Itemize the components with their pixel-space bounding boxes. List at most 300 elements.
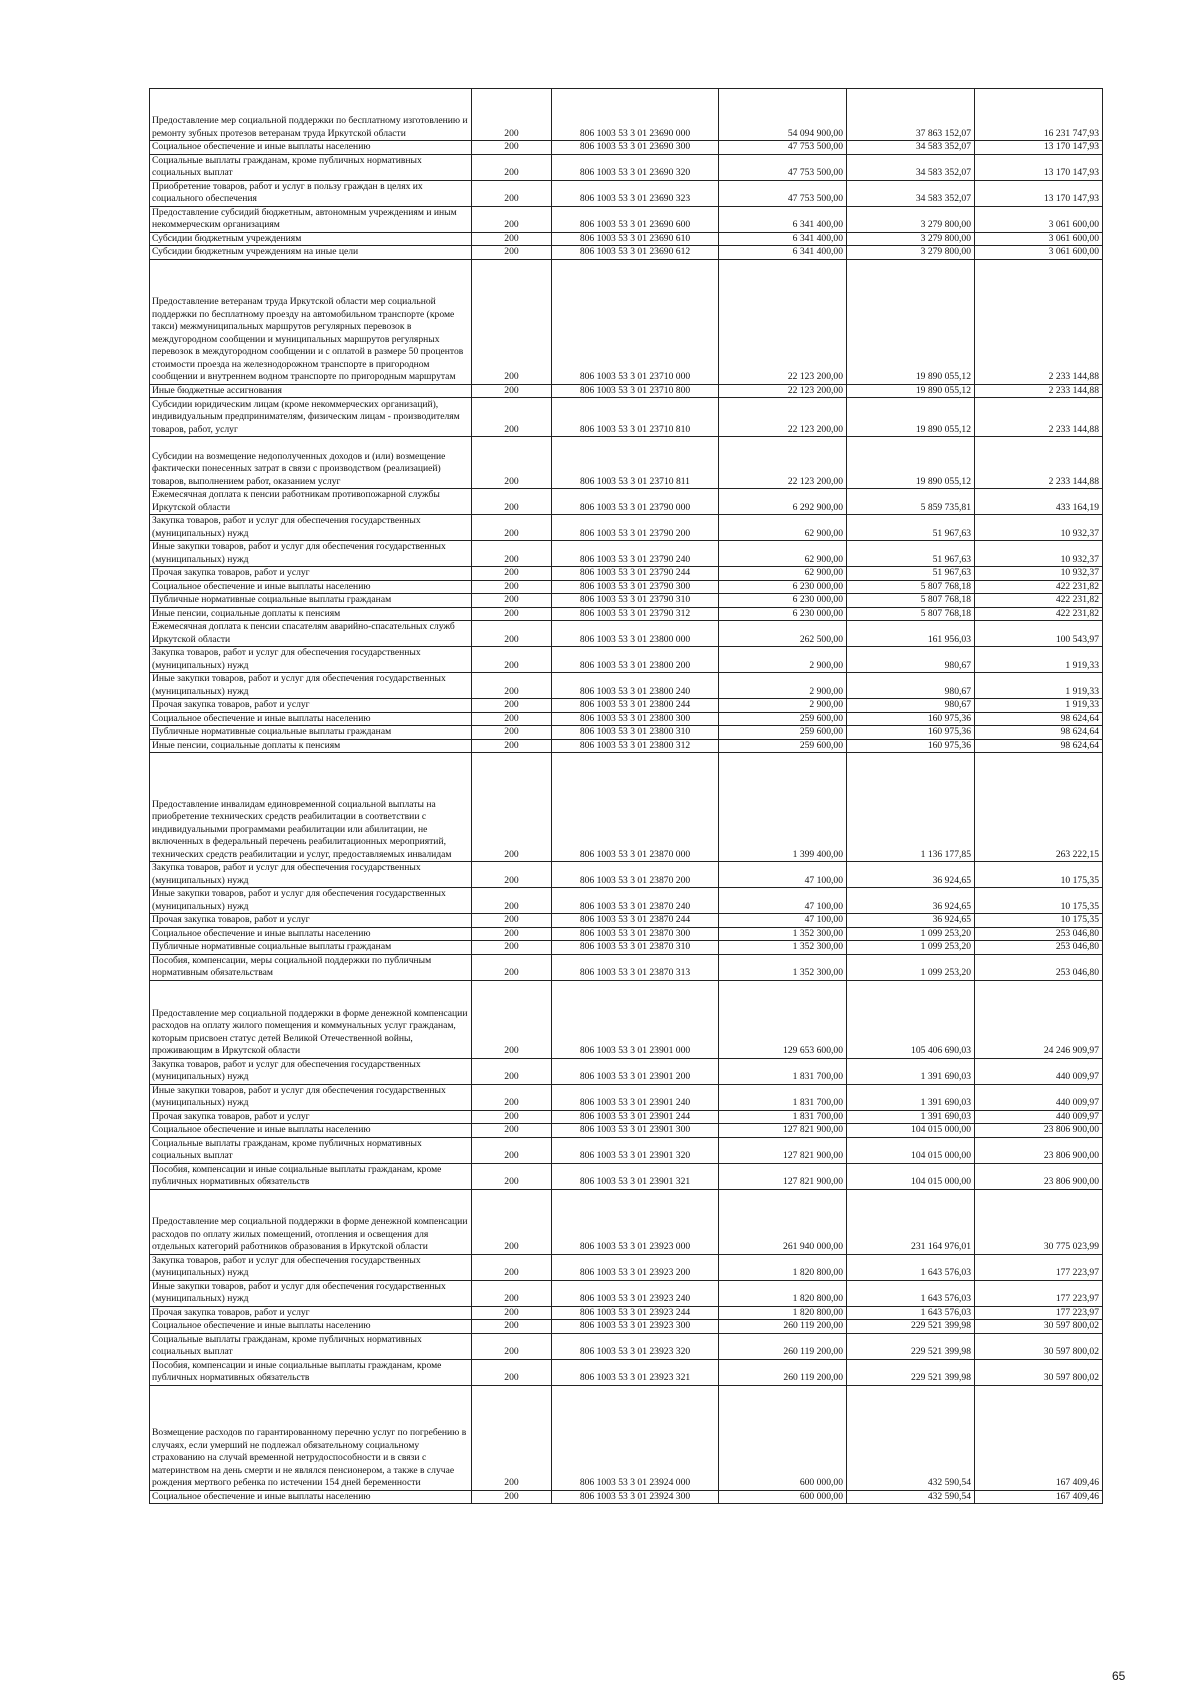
row-fact-cell: 1 099 253,20 bbox=[847, 954, 975, 980]
row-code-cell: 200 bbox=[472, 739, 552, 753]
row-rest-cell: 23 806 900,00 bbox=[975, 1163, 1103, 1189]
row-kbk-cell: 806 1003 53 3 01 23901 000 bbox=[552, 980, 719, 1058]
row-code-cell: 200 bbox=[472, 607, 552, 621]
row-name-cell: Иные бюджетные ассигнования bbox=[150, 384, 472, 398]
row-kbk-cell: 806 1003 53 3 01 23870 200 bbox=[552, 862, 719, 888]
row-rest-cell: 263 222,15 bbox=[975, 753, 1103, 862]
table-row bbox=[150, 437, 1103, 489]
row-name-cell: Субсидии бюджетным учреждениям на иные цели bbox=[150, 246, 472, 260]
row-code-cell: 200 bbox=[472, 1189, 552, 1254]
row-code-cell: 200 bbox=[472, 580, 552, 594]
table-row bbox=[150, 1359, 1103, 1385]
row-name-cell: Предоставление мер социальной поддержки по бесплатному изготовлению и ремонту зубных протезов ветеранам труда Иркутской области bbox=[150, 89, 472, 141]
table-row bbox=[150, 1084, 1103, 1110]
row-kbk-cell: 806 1003 53 3 01 23800 312 bbox=[552, 739, 719, 753]
row-rest-cell: 30 597 800,02 bbox=[975, 1359, 1103, 1385]
row-plan-cell: 22 123 200,00 bbox=[719, 437, 847, 489]
row-plan-cell: 6 341 400,00 bbox=[719, 206, 847, 232]
row-name-cell: Закупка товаров, работ и услуг для обеспечения государственных (муниципальных) нужд bbox=[150, 1254, 472, 1280]
row-plan-cell: 260 119 200,00 bbox=[719, 1320, 847, 1334]
page-number: 65 bbox=[1112, 1669, 1126, 1683]
row-fact-cell: 19 890 055,12 bbox=[847, 398, 975, 437]
row-name-cell: Пособия, компенсации, меры социальной поддержки по публичным нормативным обязательствам bbox=[150, 954, 472, 980]
row-code-cell: 200 bbox=[472, 246, 552, 260]
row-kbk-cell: 806 1003 53 3 01 23790 310 bbox=[552, 594, 719, 608]
row-name-cell: Прочая закупка товаров, работ и услуг bbox=[150, 1110, 472, 1124]
row-fact-cell: 34 583 352,07 bbox=[847, 180, 975, 206]
table-row bbox=[150, 699, 1103, 713]
row-code-cell: 200 bbox=[472, 1490, 552, 1504]
row-fact-cell: 5 807 768,18 bbox=[847, 580, 975, 594]
row-kbk-cell: 806 1003 53 3 01 23901 300 bbox=[552, 1124, 719, 1138]
row-fact-cell: 5 807 768,18 bbox=[847, 594, 975, 608]
row-name-cell: Прочая закупка товаров, работ и услуг bbox=[150, 567, 472, 581]
table-row bbox=[150, 1163, 1103, 1189]
row-code-cell: 200 bbox=[472, 941, 552, 955]
row-name-cell: Иные пенсии, социальные доплаты к пенсиям bbox=[150, 739, 472, 753]
row-name-cell: Социальное обеспечение и иные выплаты населению bbox=[150, 1124, 472, 1138]
row-rest-cell: 10 175,35 bbox=[975, 914, 1103, 928]
row-code-cell: 200 bbox=[472, 232, 552, 246]
row-kbk-cell: 806 1003 53 3 01 23790 240 bbox=[552, 541, 719, 567]
row-rest-cell: 253 046,80 bbox=[975, 941, 1103, 955]
row-code-cell: 200 bbox=[472, 927, 552, 941]
row-fact-cell: 432 590,54 bbox=[847, 1385, 975, 1490]
row-fact-cell: 1 643 576,03 bbox=[847, 1280, 975, 1306]
row-name-cell: Приобретение товаров, работ и услуг в пользу граждан в целях их социального обеспечения bbox=[150, 180, 472, 206]
row-name-cell: Иные закупки товаров, работ и услуг для обеспечения государственных (муниципальных) нужд bbox=[150, 1084, 472, 1110]
table-row bbox=[150, 1320, 1103, 1334]
row-plan-cell: 1 831 700,00 bbox=[719, 1058, 847, 1084]
row-code-cell: 200 bbox=[472, 1385, 552, 1490]
row-rest-cell: 24 246 909,97 bbox=[975, 980, 1103, 1058]
row-plan-cell: 62 900,00 bbox=[719, 567, 847, 581]
row-fact-cell: 229 521 399,98 bbox=[847, 1359, 975, 1385]
row-code-cell: 200 bbox=[472, 398, 552, 437]
row-fact-cell: 160 975,36 bbox=[847, 739, 975, 753]
row-fact-cell: 5 807 768,18 bbox=[847, 607, 975, 621]
table-row bbox=[150, 914, 1103, 928]
row-plan-cell: 6 341 400,00 bbox=[719, 246, 847, 260]
row-kbk-cell: 806 1003 53 3 01 23800 244 bbox=[552, 699, 719, 713]
row-rest-cell: 177 223,97 bbox=[975, 1254, 1103, 1280]
row-fact-cell: 104 015 000,00 bbox=[847, 1137, 975, 1163]
row-kbk-cell: 806 1003 53 3 01 23901 244 bbox=[552, 1110, 719, 1124]
row-code-cell: 200 bbox=[472, 699, 552, 713]
row-plan-cell: 260 119 200,00 bbox=[719, 1359, 847, 1385]
row-plan-cell: 1 831 700,00 bbox=[719, 1084, 847, 1110]
row-fact-cell: 104 015 000,00 bbox=[847, 1124, 975, 1138]
row-rest-cell: 10 175,35 bbox=[975, 888, 1103, 914]
row-rest-cell: 13 170 147,93 bbox=[975, 180, 1103, 206]
row-name-cell: Пособия, компенсации и иные социальные выплаты гражданам, кроме публичных нормативных обязательств bbox=[150, 1359, 472, 1385]
row-fact-cell: 1 643 576,03 bbox=[847, 1306, 975, 1320]
row-fact-cell: 1 099 253,20 bbox=[847, 941, 975, 955]
row-name-cell: Социальные выплаты гражданам, кроме публичных нормативных социальных выплат bbox=[150, 154, 472, 180]
row-name-cell: Социальное обеспечение и иные выплаты населению bbox=[150, 1490, 472, 1504]
table-row bbox=[150, 580, 1103, 594]
row-name-cell: Иные закупки товаров, работ и услуг для обеспечения государственных (муниципальных) нужд bbox=[150, 888, 472, 914]
row-plan-cell: 2 900,00 bbox=[719, 647, 847, 673]
row-fact-cell: 36 924,65 bbox=[847, 862, 975, 888]
table-row bbox=[150, 206, 1103, 232]
row-rest-cell: 3 061 600,00 bbox=[975, 246, 1103, 260]
row-fact-cell: 34 583 352,07 bbox=[847, 141, 975, 155]
row-code-cell: 200 bbox=[472, 1306, 552, 1320]
row-rest-cell: 10 932,37 bbox=[975, 567, 1103, 581]
row-rest-cell: 2 233 144,88 bbox=[975, 398, 1103, 437]
row-rest-cell: 177 223,97 bbox=[975, 1306, 1103, 1320]
row-name-cell: Ежемесячная доплата к пенсии работникам противопожарной службы Иркутской области bbox=[150, 489, 472, 515]
row-name-cell: Социальное обеспечение и иные выплаты населению bbox=[150, 712, 472, 726]
row-plan-cell: 6 230 000,00 bbox=[719, 580, 847, 594]
row-plan-cell: 127 821 900,00 bbox=[719, 1163, 847, 1189]
row-name-cell: Предоставление мер социальной поддержки в форме денежной компенсации расходов на оплату жилого помещения и коммунальных услуг гражданам, которым присвоен статус детей Великой Отечественной войны, проживающим в Иркутской области bbox=[150, 980, 472, 1058]
row-rest-cell: 1 919,33 bbox=[975, 699, 1103, 713]
row-name-cell: Субсидии юридическим лицам (кроме некоммерческих организаций), индивидуальным предпринимателям, физическим лицам - производителям товаров, работ, услуг bbox=[150, 398, 472, 437]
row-name-cell: Предоставление мер социальной поддержки в форме денежной компенсации расходов по оплату жилых помещений, отопления и освещения для отдельных категорий работников образования в Иркутской области bbox=[150, 1189, 472, 1254]
row-rest-cell: 13 170 147,93 bbox=[975, 154, 1103, 180]
row-fact-cell: 980,67 bbox=[847, 673, 975, 699]
row-kbk-cell: 806 1003 53 3 01 23690 600 bbox=[552, 206, 719, 232]
row-kbk-cell: 806 1003 53 3 01 23690 610 bbox=[552, 232, 719, 246]
table-row bbox=[150, 954, 1103, 980]
table-row bbox=[150, 1254, 1103, 1280]
row-fact-cell: 1 136 177,85 bbox=[847, 753, 975, 862]
row-plan-cell: 47 753 500,00 bbox=[719, 141, 847, 155]
row-kbk-cell: 806 1003 53 3 01 23790 300 bbox=[552, 580, 719, 594]
row-code-cell: 200 bbox=[472, 1254, 552, 1280]
row-name-cell: Публичные нормативные социальные выплаты гражданам bbox=[150, 594, 472, 608]
table-row bbox=[150, 753, 1103, 862]
table-row bbox=[150, 1280, 1103, 1306]
row-code-cell: 200 bbox=[472, 180, 552, 206]
row-kbk-cell: 806 1003 53 3 01 23901 240 bbox=[552, 1084, 719, 1110]
row-code-cell: 200 bbox=[472, 1110, 552, 1124]
row-rest-cell: 253 046,80 bbox=[975, 927, 1103, 941]
row-fact-cell: 36 924,65 bbox=[847, 888, 975, 914]
row-fact-cell: 51 967,63 bbox=[847, 567, 975, 581]
row-name-cell: Прочая закупка товаров, работ и услуг bbox=[150, 914, 472, 928]
row-name-cell: Предоставление инвалидам единовременной социальной выплаты на приобретение технических средств реабилитации в соответствии с индивидуальными программами реабилитации или абилитации, не включенных в федеральный перечень реабилитационных мероприятий, технических средств реабилитации и услуг, предоставляемых инвалидам bbox=[150, 753, 472, 862]
table-row bbox=[150, 726, 1103, 740]
row-plan-cell: 62 900,00 bbox=[719, 541, 847, 567]
row-plan-cell: 127 821 900,00 bbox=[719, 1124, 847, 1138]
table-row bbox=[150, 398, 1103, 437]
row-kbk-cell: 806 1003 53 3 01 23923 000 bbox=[552, 1189, 719, 1254]
row-fact-cell: 36 924,65 bbox=[847, 914, 975, 928]
row-name-cell: Публичные нормативные социальные выплаты гражданам bbox=[150, 941, 472, 955]
row-plan-cell: 259 600,00 bbox=[719, 712, 847, 726]
row-kbk-cell: 806 1003 53 3 01 23690 000 bbox=[552, 89, 719, 141]
row-plan-cell: 1 820 800,00 bbox=[719, 1254, 847, 1280]
row-code-cell: 200 bbox=[472, 89, 552, 141]
row-kbk-cell: 806 1003 53 3 01 23690 612 bbox=[552, 246, 719, 260]
row-rest-cell: 167 409,46 bbox=[975, 1490, 1103, 1504]
row-name-cell: Предоставление ветеранам труда Иркутской области мер социальной поддержки по бесплатному проезду на автомобильном транспорте (кроме такси) межмуниципальных маршрутов регулярных перевозок в междугородном сообщении и муниципальных маршрутов регулярных перевозок в междугородном сообщении и с оплатой в размере 50 процентов стоимости проезда на железнодорожном транспорте в пригородном сообщении и внутреннем водном транспорте по пригородным маршрутам bbox=[150, 259, 472, 384]
table-row bbox=[150, 1490, 1103, 1504]
row-name-cell: Закупка товаров, работ и услуг для обеспечения государственных (муниципальных) нужд bbox=[150, 1058, 472, 1084]
row-kbk-cell: 806 1003 53 3 01 23710 000 bbox=[552, 259, 719, 384]
row-kbk-cell: 806 1003 53 3 01 23923 300 bbox=[552, 1320, 719, 1334]
row-fact-cell: 980,67 bbox=[847, 699, 975, 713]
table-row bbox=[150, 621, 1103, 647]
row-kbk-cell: 806 1003 53 3 01 23924 000 bbox=[552, 1385, 719, 1490]
table-row bbox=[150, 154, 1103, 180]
row-rest-cell: 2 233 144,88 bbox=[975, 384, 1103, 398]
row-rest-cell: 422 231,82 bbox=[975, 607, 1103, 621]
table-row bbox=[150, 888, 1103, 914]
row-code-cell: 200 bbox=[472, 914, 552, 928]
row-plan-cell: 2 900,00 bbox=[719, 673, 847, 699]
row-code-cell: 200 bbox=[472, 1137, 552, 1163]
row-kbk-cell: 806 1003 53 3 01 23923 244 bbox=[552, 1306, 719, 1320]
row-code-cell: 200 bbox=[472, 1320, 552, 1334]
row-name-cell: Социальное обеспечение и иные выплаты населению bbox=[150, 1320, 472, 1334]
row-plan-cell: 47 100,00 bbox=[719, 862, 847, 888]
row-name-cell: Прочая закупка товаров, работ и услуг bbox=[150, 699, 472, 713]
row-kbk-cell: 806 1003 53 3 01 23710 811 bbox=[552, 437, 719, 489]
row-kbk-cell: 806 1003 53 3 01 23790 244 bbox=[552, 567, 719, 581]
row-rest-cell: 3 061 600,00 bbox=[975, 232, 1103, 246]
budget-table-container bbox=[149, 88, 1102, 1504]
row-name-cell: Закупка товаров, работ и услуг для обеспечения государственных (муниципальных) нужд bbox=[150, 515, 472, 541]
row-fact-cell: 5 859 735,81 bbox=[847, 489, 975, 515]
row-plan-cell: 22 123 200,00 bbox=[719, 384, 847, 398]
row-plan-cell: 47 753 500,00 bbox=[719, 154, 847, 180]
row-code-cell: 200 bbox=[472, 154, 552, 180]
row-code-cell: 200 bbox=[472, 437, 552, 489]
row-fact-cell: 3 279 800,00 bbox=[847, 232, 975, 246]
row-name-cell: Социальное обеспечение и иные выплаты населению bbox=[150, 141, 472, 155]
row-kbk-cell: 806 1003 53 3 01 23870 240 bbox=[552, 888, 719, 914]
row-plan-cell: 600 000,00 bbox=[719, 1490, 847, 1504]
table-row bbox=[150, 1385, 1103, 1490]
table-row bbox=[150, 647, 1103, 673]
row-code-cell: 200 bbox=[472, 1333, 552, 1359]
row-kbk-cell: 806 1003 53 3 01 23710 800 bbox=[552, 384, 719, 398]
table-row bbox=[150, 541, 1103, 567]
row-fact-cell: 229 521 399,98 bbox=[847, 1333, 975, 1359]
row-rest-cell: 98 624,64 bbox=[975, 712, 1103, 726]
row-fact-cell: 34 583 352,07 bbox=[847, 154, 975, 180]
row-name-cell: Прочая закупка товаров, работ и услуг bbox=[150, 1306, 472, 1320]
row-plan-cell: 22 123 200,00 bbox=[719, 259, 847, 384]
table-body bbox=[150, 89, 1103, 1504]
row-fact-cell: 19 890 055,12 bbox=[847, 384, 975, 398]
row-code-cell: 200 bbox=[472, 753, 552, 862]
row-code-cell: 200 bbox=[472, 594, 552, 608]
row-kbk-cell: 806 1003 53 3 01 23690 300 bbox=[552, 141, 719, 155]
row-kbk-cell: 806 1003 53 3 01 23901 320 bbox=[552, 1137, 719, 1163]
row-plan-cell: 1 831 700,00 bbox=[719, 1110, 847, 1124]
row-fact-cell: 104 015 000,00 bbox=[847, 1163, 975, 1189]
row-rest-cell: 2 233 144,88 bbox=[975, 259, 1103, 384]
row-kbk-cell: 806 1003 53 3 01 23690 320 bbox=[552, 154, 719, 180]
row-code-cell: 200 bbox=[472, 1163, 552, 1189]
table-row bbox=[150, 673, 1103, 699]
row-kbk-cell: 806 1003 53 3 01 23800 310 bbox=[552, 726, 719, 740]
row-plan-cell: 260 119 200,00 bbox=[719, 1333, 847, 1359]
row-code-cell: 200 bbox=[472, 621, 552, 647]
row-fact-cell: 160 975,36 bbox=[847, 712, 975, 726]
row-code-cell: 200 bbox=[472, 673, 552, 699]
row-plan-cell: 1 352 300,00 bbox=[719, 927, 847, 941]
row-kbk-cell: 806 1003 53 3 01 23923 240 bbox=[552, 1280, 719, 1306]
table-row bbox=[150, 384, 1103, 398]
row-fact-cell: 19 890 055,12 bbox=[847, 259, 975, 384]
row-rest-cell: 30 597 800,02 bbox=[975, 1333, 1103, 1359]
row-rest-cell: 13 170 147,93 bbox=[975, 141, 1103, 155]
row-rest-cell: 1 919,33 bbox=[975, 647, 1103, 673]
row-rest-cell: 1 919,33 bbox=[975, 673, 1103, 699]
row-code-cell: 200 bbox=[472, 1359, 552, 1385]
row-code-cell: 200 bbox=[472, 1084, 552, 1110]
table-row bbox=[150, 862, 1103, 888]
row-name-cell: Закупка товаров, работ и услуг для обеспечения государственных (муниципальных) нужд bbox=[150, 862, 472, 888]
row-fact-cell: 37 863 152,07 bbox=[847, 89, 975, 141]
row-plan-cell: 262 500,00 bbox=[719, 621, 847, 647]
row-rest-cell: 177 223,97 bbox=[975, 1280, 1103, 1306]
row-name-cell: Публичные нормативные социальные выплаты гражданам bbox=[150, 726, 472, 740]
row-name-cell: Субсидии бюджетным учреждениям bbox=[150, 232, 472, 246]
row-fact-cell: 160 975,36 bbox=[847, 726, 975, 740]
row-plan-cell: 6 292 900,00 bbox=[719, 489, 847, 515]
row-kbk-cell: 806 1003 53 3 01 23790 200 bbox=[552, 515, 719, 541]
table-row bbox=[150, 1058, 1103, 1084]
row-plan-cell: 54 094 900,00 bbox=[719, 89, 847, 141]
row-code-cell: 200 bbox=[472, 1280, 552, 1306]
row-name-cell: Социальное обеспечение и иные выплаты населению bbox=[150, 580, 472, 594]
row-plan-cell: 1 352 300,00 bbox=[719, 941, 847, 955]
row-plan-cell: 1 820 800,00 bbox=[719, 1306, 847, 1320]
table-row bbox=[150, 941, 1103, 955]
row-fact-cell: 1 391 690,03 bbox=[847, 1084, 975, 1110]
row-plan-cell: 1 399 400,00 bbox=[719, 753, 847, 862]
row-plan-cell: 1 352 300,00 bbox=[719, 954, 847, 980]
row-fact-cell: 51 967,63 bbox=[847, 541, 975, 567]
row-rest-cell: 2 233 144,88 bbox=[975, 437, 1103, 489]
table-row bbox=[150, 607, 1103, 621]
row-fact-cell: 3 279 800,00 bbox=[847, 246, 975, 260]
row-plan-cell: 6 341 400,00 bbox=[719, 232, 847, 246]
row-rest-cell: 23 806 900,00 bbox=[975, 1137, 1103, 1163]
row-name-cell: Социальное обеспечение и иные выплаты населению bbox=[150, 927, 472, 941]
row-plan-cell: 127 821 900,00 bbox=[719, 1137, 847, 1163]
row-plan-cell: 261 940 000,00 bbox=[719, 1189, 847, 1254]
row-plan-cell: 259 600,00 bbox=[719, 726, 847, 740]
row-code-cell: 200 bbox=[472, 888, 552, 914]
row-fact-cell: 51 967,63 bbox=[847, 515, 975, 541]
row-fact-cell: 1 391 690,03 bbox=[847, 1058, 975, 1084]
row-rest-cell: 440 009,97 bbox=[975, 1110, 1103, 1124]
table-row bbox=[150, 1110, 1103, 1124]
row-name-cell: Иные пенсии, социальные доплаты к пенсиям bbox=[150, 607, 472, 621]
row-kbk-cell: 806 1003 53 3 01 23901 200 bbox=[552, 1058, 719, 1084]
row-fact-cell: 19 890 055,12 bbox=[847, 437, 975, 489]
row-plan-cell: 47 100,00 bbox=[719, 914, 847, 928]
row-kbk-cell: 806 1003 53 3 01 23870 000 bbox=[552, 753, 719, 862]
row-fact-cell: 161 956,03 bbox=[847, 621, 975, 647]
table-row bbox=[150, 489, 1103, 515]
row-rest-cell: 10 932,37 bbox=[975, 541, 1103, 567]
row-name-cell: Субсидии на возмещение недополученных доходов и (или) возмещение фактически понесенных затрат в связи с производством (реализацией) товаров, выполнением работ, оказанием услуг bbox=[150, 437, 472, 489]
row-rest-cell: 98 624,64 bbox=[975, 726, 1103, 740]
row-fact-cell: 105 406 690,03 bbox=[847, 980, 975, 1058]
table-row bbox=[150, 180, 1103, 206]
row-fact-cell: 231 164 976,01 bbox=[847, 1189, 975, 1254]
row-name-cell: Возмещение расходов по гарантированному перечню услуг по погребению в случаях, если умерший не подлежал обязательному социальному страхованию на случай временной нетрудоспособности и в связи с материнством на день смерти и не являлся пенсионером, а также в случае рождения мертвого ребенка по истечении 154 дней беременности bbox=[150, 1385, 472, 1490]
row-code-cell: 200 bbox=[472, 647, 552, 673]
table-row bbox=[150, 1137, 1103, 1163]
row-code-cell: 200 bbox=[472, 541, 552, 567]
row-name-cell: Социальные выплаты гражданам, кроме публичных нормативных социальных выплат bbox=[150, 1137, 472, 1163]
budget-execution-table bbox=[149, 88, 1103, 1504]
row-rest-cell: 23 806 900,00 bbox=[975, 1124, 1103, 1138]
row-fact-cell: 229 521 399,98 bbox=[847, 1320, 975, 1334]
row-code-cell: 200 bbox=[472, 206, 552, 232]
row-code-cell: 200 bbox=[472, 1058, 552, 1084]
row-fact-cell: 1 099 253,20 bbox=[847, 927, 975, 941]
row-kbk-cell: 806 1003 53 3 01 23800 300 bbox=[552, 712, 719, 726]
row-rest-cell: 440 009,97 bbox=[975, 1058, 1103, 1084]
table-row bbox=[150, 259, 1103, 384]
row-name-cell: Пособия, компенсации и иные социальные выплаты гражданам, кроме публичных нормативных обязательств bbox=[150, 1163, 472, 1189]
row-rest-cell: 422 231,82 bbox=[975, 594, 1103, 608]
table-row bbox=[150, 927, 1103, 941]
row-rest-cell: 253 046,80 bbox=[975, 954, 1103, 980]
row-plan-cell: 2 900,00 bbox=[719, 699, 847, 713]
table-row bbox=[150, 980, 1103, 1058]
row-kbk-cell: 806 1003 53 3 01 23901 321 bbox=[552, 1163, 719, 1189]
row-kbk-cell: 806 1003 53 3 01 23690 323 bbox=[552, 180, 719, 206]
table-row bbox=[150, 1306, 1103, 1320]
row-name-cell: Ежемесячная доплата к пенсии спасателям аварийно-спасательных служб Иркутской области bbox=[150, 621, 472, 647]
row-kbk-cell: 806 1003 53 3 01 23923 200 bbox=[552, 1254, 719, 1280]
table-row bbox=[150, 1333, 1103, 1359]
row-kbk-cell: 806 1003 53 3 01 23710 810 bbox=[552, 398, 719, 437]
table-row bbox=[150, 515, 1103, 541]
row-name-cell: Закупка товаров, работ и услуг для обеспечения государственных (муниципальных) нужд bbox=[150, 647, 472, 673]
row-kbk-cell: 806 1003 53 3 01 23924 300 bbox=[552, 1490, 719, 1504]
row-fact-cell: 1 391 690,03 bbox=[847, 1110, 975, 1124]
row-rest-cell: 10 932,37 bbox=[975, 515, 1103, 541]
row-plan-cell: 129 653 600,00 bbox=[719, 980, 847, 1058]
row-rest-cell: 433 164,19 bbox=[975, 489, 1103, 515]
row-fact-cell: 3 279 800,00 bbox=[847, 206, 975, 232]
table-row bbox=[150, 739, 1103, 753]
row-kbk-cell: 806 1003 53 3 01 23870 244 bbox=[552, 914, 719, 928]
row-code-cell: 200 bbox=[472, 384, 552, 398]
row-code-cell: 200 bbox=[472, 726, 552, 740]
row-name-cell: Иные закупки товаров, работ и услуг для обеспечения государственных (муниципальных) нужд bbox=[150, 673, 472, 699]
row-rest-cell: 98 624,64 bbox=[975, 739, 1103, 753]
row-code-cell: 200 bbox=[472, 712, 552, 726]
row-plan-cell: 6 230 000,00 bbox=[719, 607, 847, 621]
row-rest-cell: 422 231,82 bbox=[975, 580, 1103, 594]
row-name-cell: Иные закупки товаров, работ и услуг для обеспечения государственных (муниципальных) нужд bbox=[150, 541, 472, 567]
row-kbk-cell: 806 1003 53 3 01 23870 310 bbox=[552, 941, 719, 955]
table-row bbox=[150, 141, 1103, 155]
row-rest-cell: 100 543,97 bbox=[975, 621, 1103, 647]
row-kbk-cell: 806 1003 53 3 01 23923 321 bbox=[552, 1359, 719, 1385]
row-kbk-cell: 806 1003 53 3 01 23790 000 bbox=[552, 489, 719, 515]
table-row bbox=[150, 232, 1103, 246]
row-plan-cell: 22 123 200,00 bbox=[719, 398, 847, 437]
table-row bbox=[150, 89, 1103, 141]
row-kbk-cell: 806 1003 53 3 01 23923 320 bbox=[552, 1333, 719, 1359]
row-kbk-cell: 806 1003 53 3 01 23800 200 bbox=[552, 647, 719, 673]
